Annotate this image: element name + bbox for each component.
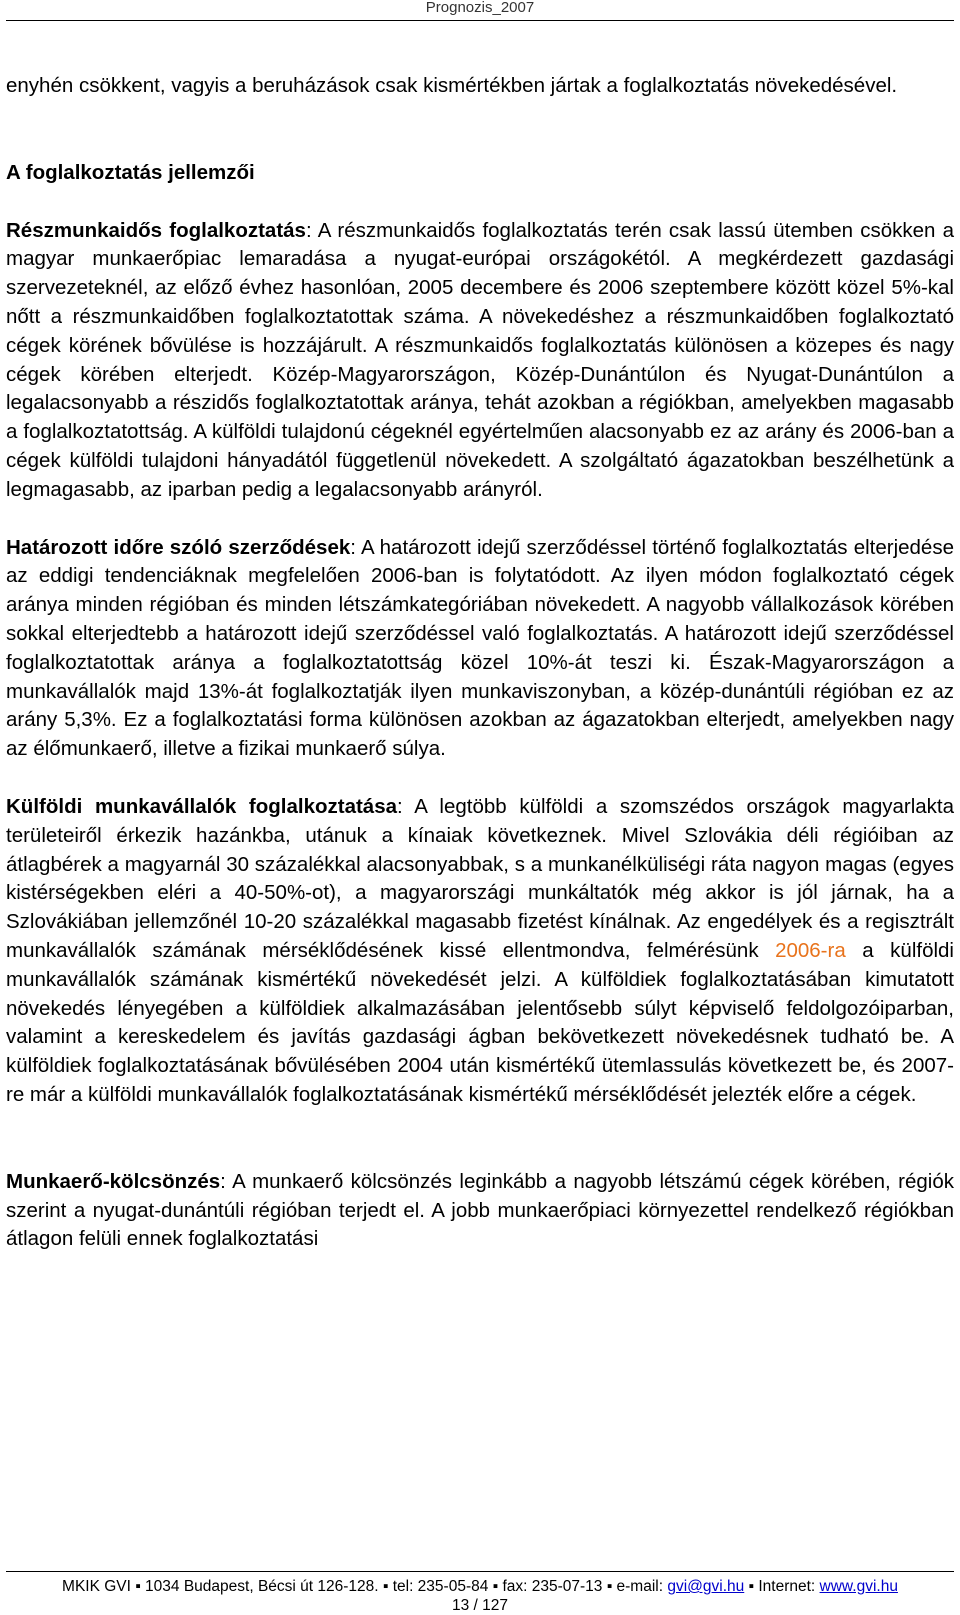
document-title: Prognozis_2007 [425, 0, 535, 16]
spacer [6, 101, 954, 159]
term-labour-leasing: Munkaerő-kölcsönzés [6, 1169, 221, 1193]
footer-internet-label: ▪ Internet: [744, 1578, 820, 1595]
section-heading: A foglalkoztatás jellemzői [6, 160, 255, 184]
term-fixed-term: Határozott időre szóló szerződések [6, 535, 351, 559]
paragraph-fixed-term-text: : A határozott idejű szerződéssel történő foglalkoztatás elterjedése az eddigi tendenciáknak megfelelően 2006-ban is folytatódott. Az ilyen módon foglalkoztató cégek aránya minden régióban és minden létszámkategóriában növekedett. A nagyobb vállalkozások körében sokkal elterjedtebb a határozott idejű szerződéssel való foglalkoztatás. A határozott idejű szerződéssel foglalkoztatottak aránya a foglalkoztatottság közel 10%-át teszi ki. Észak-Magyarországon a munkavállalók majd 13%-át foglalkoztatják ilyen munkaviszonyban, a közép-dunántúli régióban ez az arány 5,3%. Ez a foglalkoztatási forma különösen azokban az ágazatokban elterjedt, amelyekben nagy az élőmunkaerő, illetve a fizikai munkaerő súlya. [6, 535, 954, 761]
spacer [6, 188, 954, 217]
footer-email-link[interactable]: gvi@gvi.hu [667, 1578, 745, 1595]
page-header [6, 0, 954, 21]
paragraph-foreign-workers-text-a: : A legtöbb külföldi a szomszédos országok magyarlakta területeiről érkezik hazánkba, utánuk a kínaiak következnek. Mivel Szlovákia déli régióiban az átlagbérek a magyarnál 30 százalékkal alacsonyabbak, s a munkanélküliségi ráta nagyon magas (egyes kistérségekben eléri a 40-50%-ot), a magyarországi munkáltatók még akkor is jól járnak, ha a Szlovákiában jellemzőnél 10-20 százalékkal magasabb fizetést kínálnak. Az engedélyek és a regisztrált munkavállalók számának mérséklődésének kissé ellentmondva, felmérésünk [6, 794, 954, 962]
footer-website-link[interactable]: www.gvi.hu [819, 1578, 898, 1595]
intro-paragraph: enyhén csökkent, vagyis a beruházások csak kismértékben jártak a foglalkoztatás növekedésével. [6, 74, 898, 97]
paragraph-part-time-text: : A részmunkaidős foglalkoztatás terén csak lassú ütemben csökken a magyar munkaerőpiac lemaradása a nyugat-európai országokétól. A megkérdezett gazdasági szervezeteknél, az előző évhez hasonlóan, 2005 decembere és 2006 szeptembere között közel 5%-kal nőtt a részmunkaidőben foglalkoztatottak száma. A növekedéshez a részmunkaidőben foglalkoztató cégek körének bővülése is hozzájárult. A részmunkaidős foglalkoztatás különösen a közepes és nagy cégek körében elterjedt. Közép-Magyarországon, Közép-Dunántúlon és Nyugat-Dunántúlon a legalacsonyabb a részidős foglalkoztatottak aránya, tehát azokban a régiókban, amelyekben magasabb a foglalkoztatottság. A külföldi tulajdonú cégeknél egyértelműen alacsonyabb ez az arány és 2006-ban a cégek külföldi tulajdoni hányadától függetlenül növekedett. A szolgáltató ágazatokban beszélhetünk a legmagasabb, az iparban pedig a legalacsonyabb arányról. [6, 218, 954, 501]
paragraph-labour-leasing [6, 1168, 954, 1254]
highlighted-year: 2006-ra [775, 938, 846, 962]
footer-contact-line [6, 1577, 954, 1596]
term-foreign-workers: Külföldi munkavállalók foglalkoztatása [6, 794, 397, 818]
page-number: 13 / 127 [451, 1597, 509, 1614]
paragraph-labour-leasing-text: : A munkaerő kölcsönzés leginkább a nagyobb létszámú cégek körében, régiók szerint a nyugat-dunántúli régióban terjedt el. A jobb munkaerőpiaci környezettel rendelkező régiókban átlagon felüli ennek foglalkoztatási [6, 1169, 954, 1251]
page-footer [6, 1571, 954, 1615]
spacer [6, 505, 954, 534]
spacer [6, 1110, 954, 1168]
paragraph-foreign-workers-text-b: a külföldi munkavállalók számának kismértékű növekedését jelzi. A külföldiek foglalkoztatásában kimutatott növekedés lényegében a külföldiek alkalmazásában jelentősebb súlyt képviselő feldolgozóiparban, valamint a kereskedelem és javítás gazdasági ágban bekövetkezett növekedésnek tudható be. A külföldiek foglalkoztatásának bővülésében 2004 után kismértékű ütemlassulás következett be, és 2007-re már a külföldi munkavállalók foglalkoztatásának kismértékű mérséklődését jelezték előre a cégek. [6, 938, 954, 1106]
paragraph-fixed-term [6, 534, 954, 764]
spacer [6, 764, 954, 793]
paragraph-foreign-workers [6, 793, 954, 1110]
document-body [6, 72, 954, 1254]
term-part-time: Részmunkaidős foglalkoztatás [6, 218, 306, 242]
footer-org-address: MKIK GVI ▪ 1034 Budapest, Bécsi út 126-128. ▪ tel: 235-05-84 ▪ fax: 235-07-13 ▪ e-mail: [62, 1578, 668, 1595]
paragraph-part-time [6, 217, 954, 505]
